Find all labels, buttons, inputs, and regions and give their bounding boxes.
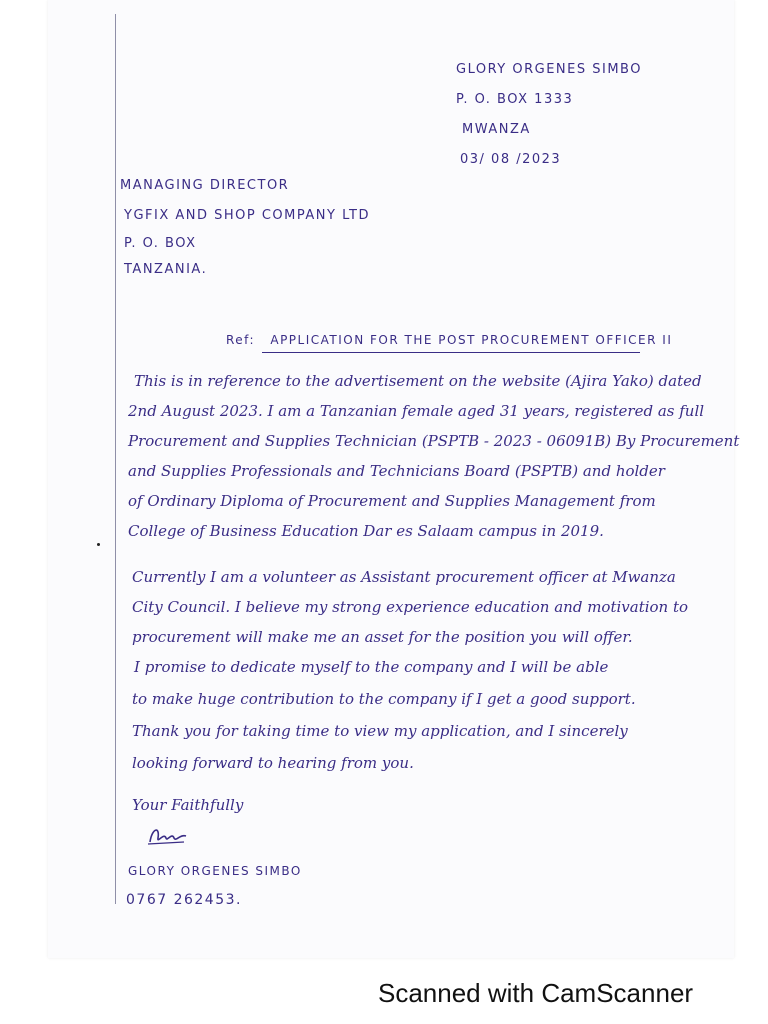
stray-dot xyxy=(97,543,100,546)
sender-name: GLORY ORGENES SIMBO xyxy=(456,62,642,77)
recipient-country: TANZANIA. xyxy=(124,262,208,277)
body-line-4: and Supplies Professionals and Technicians Board (PSPTB) and holder xyxy=(128,462,665,480)
sender-date: 03/ 08 /2023 xyxy=(460,152,562,167)
body-line-10: I promise to dedicate myself to the company and I will be able xyxy=(134,658,609,676)
camscanner-footer: Scanned with CamScanner xyxy=(378,978,694,1008)
recipient-company: YGFIX AND SHOP COMPANY LTD xyxy=(124,208,370,223)
closing-salutation: Your Faithfully xyxy=(132,796,244,814)
margin-line xyxy=(115,14,116,904)
reference-prefix: Ref: xyxy=(226,333,256,347)
sender-city: MWANZA xyxy=(462,122,531,137)
body-line-5: of Ordinary Diploma of Procurement and Supplies Management from xyxy=(128,492,656,510)
signature xyxy=(146,824,190,848)
body-line-9: procurement will make me an asset for the position you will offer. xyxy=(132,628,633,646)
body-line-8: City Council. I believe my strong experience education and motivation to xyxy=(132,598,689,616)
recipient-title: MANAGING DIRECTOR xyxy=(120,178,290,193)
body-line-12: Thank you for taking time to view my application, and I sincerely xyxy=(132,722,628,740)
recipient-box: P. O. BOX xyxy=(124,236,197,251)
body-line-7: Currently I am a volunteer as Assistant procurement officer at Mwanza xyxy=(132,568,676,586)
body-line-3: Procurement and Supplies Technician (PSPTB - 2023 - 06091B) By Procurement xyxy=(128,432,740,450)
reference-line xyxy=(226,333,672,347)
reference-underline xyxy=(262,352,640,353)
body-line-11: to make huge contribution to the company if I get a good support. xyxy=(132,690,636,708)
body-line-6: College of Business Education Dar es Salaam campus in 2019. xyxy=(128,522,604,540)
closing-phone: 0767 262453. xyxy=(126,892,242,908)
reference-subject: APPLICATION FOR THE POST PROCUREMENT OFFICER II xyxy=(270,333,673,347)
body-line-1: This is in reference to the advertisement on the website (Ajira Yako) dated xyxy=(134,372,702,390)
sender-box: P. O. BOX 1333 xyxy=(456,92,574,107)
closing-name: GLORY ORGENES SIMBO xyxy=(128,864,302,878)
body-line-2: 2nd August 2023. I am a Tanzanian female aged 31 years, registered as full xyxy=(128,402,705,420)
body-line-13: looking forward to hearing from you. xyxy=(132,754,414,772)
